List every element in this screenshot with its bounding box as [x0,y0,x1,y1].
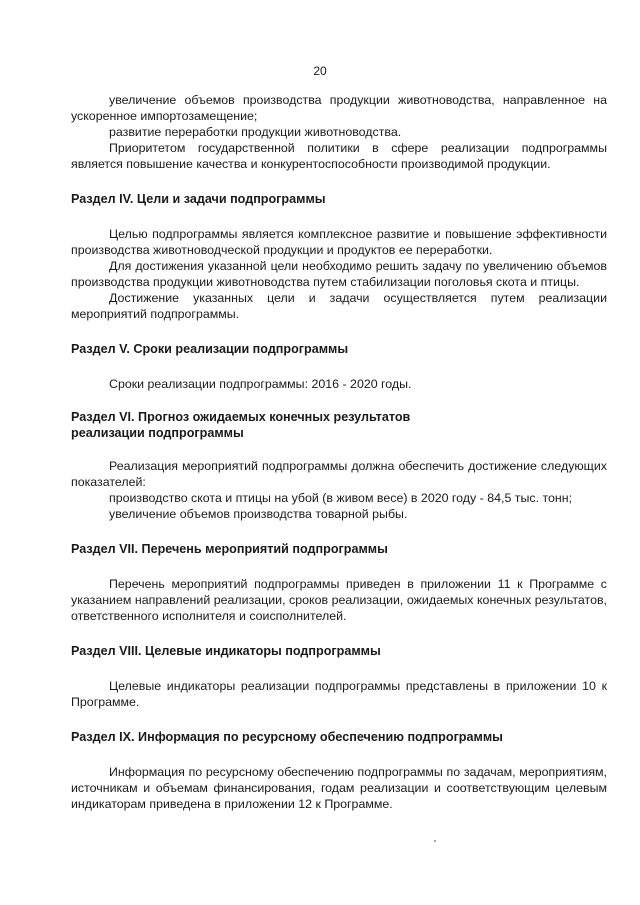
section-4-paragraph-2: Для достижения указанной цели необходимо решить задачу по увеличению объемов производства продукции животноводства путем стабилизации поголовья скота и птицы. [71,259,607,289]
intro-paragraph-3: Приоритетом государственной политики в сфере реализации подпрограммы является повышение качества и конкурентоспособности производимой продукции. [71,141,607,171]
intro-paragraph-2: развитие переработки продукции животноводства. [109,125,402,139]
section-9-paragraph-1: Информация по ресурсному обеспечению подпрограммы по задачам, мероприятиям, источникам и объемам финансирования, годам реализации и соответствующим целевым индикаторам приведена в приложении 12 к Программе. [71,765,607,811]
section-4-paragraph-3: Достижение указанных цели и задачи осуществляется путем реализации мероприятий подпрограммы. [71,291,607,321]
intro-paragraph-1: увеличение объемов производства продукции животноводства, направленное на ускоренное импортозамещение; [71,93,607,123]
section-7-paragraph-1: Перечень мероприятий подпрограммы приведен в приложении 11 к Программе с указанием направлений реализации, сроков реализации, ожидаемых конечных результатов, ответственного исполнителя и соисполнителей. [71,577,607,623]
section-8-paragraph-1: Целевые индикаторы реализации подпрограммы представлены в приложении 10 к Программе. [71,679,607,709]
section-9-title: Раздел IX. Информация по ресурсному обеспечению подпрограммы [71,730,503,744]
section-4-paragraph-1: Целью подпрограммы является комплексное развитие и повышение эффективности производства животноводческой продукции и продуктов ее переработки. [71,227,607,257]
section-6-paragraph-3: увеличение объемов производства товарной рыбы. [109,507,408,521]
section-6-paragraph-2: производство скота и птицы на убой (в живом весе) в 2020 году - 84,5 тыс. тонн; [109,491,573,505]
section-4-title: Раздел IV. Цели и задачи подпрограммы [71,192,326,206]
section-7-title: Раздел VII. Перечень мероприятий подпрограммы [71,542,388,556]
scan-speck [434,840,436,842]
document-body [71,92,607,812]
section-5-paragraph-1: Сроки реализации подпрограммы: 2016 - 2020 годы. [109,377,412,391]
section-6-paragraph-1: Реализация мероприятий подпрограммы должна обеспечить достижение следующих показателей: [71,459,607,489]
page-number: 20 [313,64,327,78]
section-6-title-line-2: реализации подпрограммы [71,426,244,440]
section-8-title: Раздел VIII. Целевые индикаторы подпрограммы [71,644,381,658]
section-6-title-line-1: Раздел VI. Прогноз ожидаемых конечных результатов [71,410,411,424]
section-5-title: Раздел V. Сроки реализации подпрограммы [71,342,349,356]
